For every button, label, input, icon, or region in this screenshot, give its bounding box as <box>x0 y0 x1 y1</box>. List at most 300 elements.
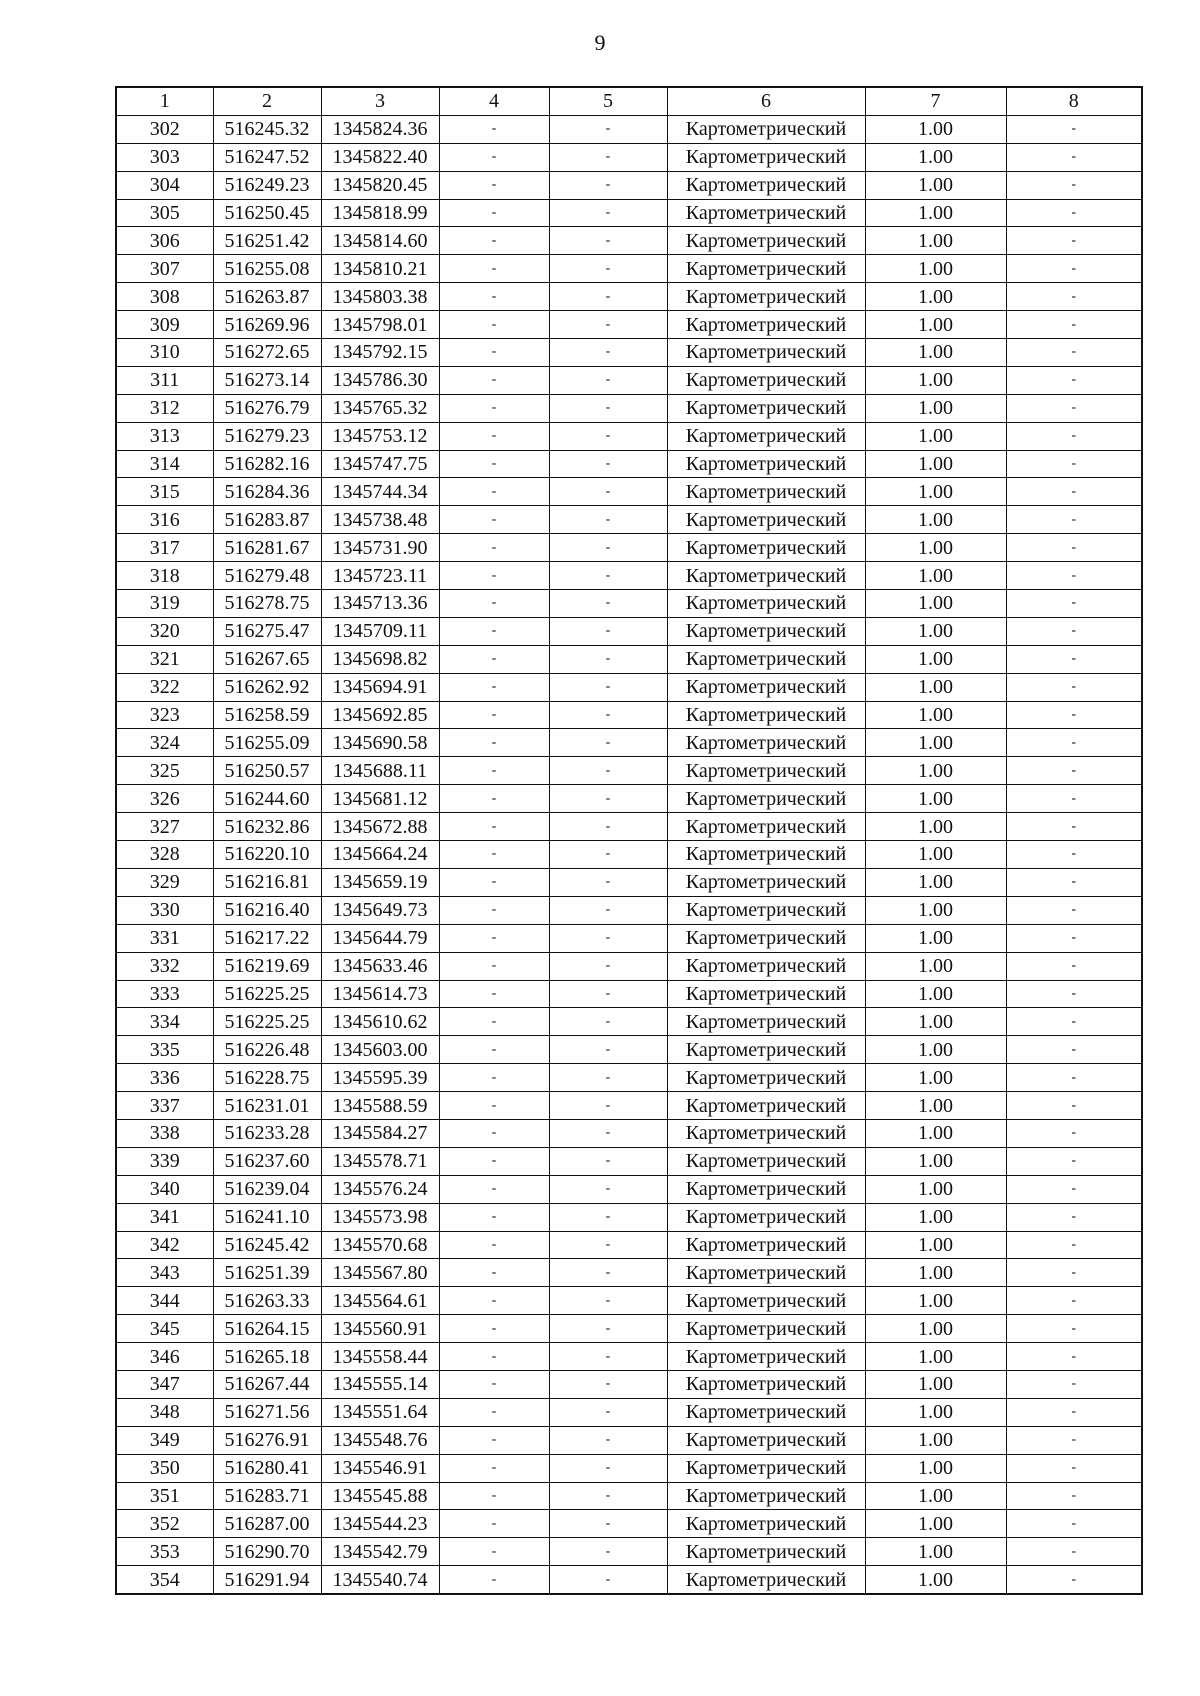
y-coordinate-cell: 1345570.68 <box>321 1231 439 1259</box>
y-coordinate-cell: 1345649.73 <box>321 896 439 924</box>
accuracy-cell: 1.00 <box>865 1566 1006 1594</box>
point-number-cell: 308 <box>116 283 213 311</box>
column-4-cell: - <box>439 701 549 729</box>
x-coordinate-cell: 516283.71 <box>213 1482 321 1510</box>
table-row <box>116 1343 1142 1371</box>
method-cell: Картометрический <box>667 1175 865 1203</box>
table-row <box>116 980 1142 1008</box>
y-coordinate-cell: 1345786.30 <box>321 366 439 394</box>
y-coordinate-cell: 1345614.73 <box>321 980 439 1008</box>
table-row <box>116 339 1142 367</box>
x-coordinate-cell: 516271.56 <box>213 1398 321 1426</box>
y-coordinate-cell: 1345765.32 <box>321 394 439 422</box>
method-cell: Картометрический <box>667 673 865 701</box>
method-cell: Картометрический <box>667 980 865 1008</box>
column-4-cell: - <box>439 227 549 255</box>
column-4-cell: - <box>439 394 549 422</box>
column-4-cell: - <box>439 980 549 1008</box>
column-8-cell: - <box>1006 1566 1142 1594</box>
method-cell: Картометрический <box>667 813 865 841</box>
y-coordinate-cell: 1345544.23 <box>321 1510 439 1538</box>
table-row <box>116 701 1142 729</box>
column-8-cell: - <box>1006 534 1142 562</box>
coordinates-table <box>115 86 1143 1595</box>
point-number-cell: 327 <box>116 813 213 841</box>
method-cell: Картометрический <box>667 1287 865 1315</box>
column-8-cell: - <box>1006 199 1142 227</box>
column-5-cell: - <box>549 450 667 478</box>
accuracy-cell: 1.00 <box>865 1482 1006 1510</box>
accuracy-cell: 1.00 <box>865 1008 1006 1036</box>
column-4-cell: - <box>439 868 549 896</box>
accuracy-cell: 1.00 <box>865 1092 1006 1120</box>
accuracy-cell: 1.00 <box>865 813 1006 841</box>
column-8-cell: - <box>1006 896 1142 924</box>
accuracy-cell: 1.00 <box>865 1343 1006 1371</box>
column-4-cell: - <box>439 1259 549 1287</box>
column-5-cell: - <box>549 729 667 757</box>
y-coordinate-cell: 1345633.46 <box>321 952 439 980</box>
point-number-cell: 335 <box>116 1036 213 1064</box>
column-8-cell: - <box>1006 1175 1142 1203</box>
x-coordinate-cell: 516217.22 <box>213 924 321 952</box>
table-row <box>116 562 1142 590</box>
column-8-cell: - <box>1006 590 1142 618</box>
x-coordinate-cell: 516250.57 <box>213 757 321 785</box>
column-4-cell: - <box>439 1370 549 1398</box>
column-5-cell: - <box>549 924 667 952</box>
table-row <box>116 645 1142 673</box>
column-5-cell: - <box>549 757 667 785</box>
x-coordinate-cell: 516249.23 <box>213 171 321 199</box>
y-coordinate-cell: 1345578.71 <box>321 1147 439 1175</box>
x-coordinate-cell: 516237.60 <box>213 1147 321 1175</box>
point-number-cell: 324 <box>116 729 213 757</box>
accuracy-cell: 1.00 <box>865 729 1006 757</box>
accuracy-cell: 1.00 <box>865 645 1006 673</box>
x-coordinate-cell: 516228.75 <box>213 1064 321 1092</box>
point-number-cell: 339 <box>116 1147 213 1175</box>
column-5-cell: - <box>549 645 667 673</box>
y-coordinate-cell: 1345738.48 <box>321 506 439 534</box>
column-5-cell: - <box>549 255 667 283</box>
table-row <box>116 394 1142 422</box>
column-8-cell: - <box>1006 143 1142 171</box>
table-row <box>116 1398 1142 1426</box>
column-4-cell: - <box>439 729 549 757</box>
point-number-cell: 315 <box>116 478 213 506</box>
point-number-cell: 313 <box>116 422 213 450</box>
y-coordinate-cell: 1345803.38 <box>321 283 439 311</box>
method-cell: Картометрический <box>667 1008 865 1036</box>
point-number-cell: 353 <box>116 1538 213 1566</box>
column-4-cell: - <box>439 450 549 478</box>
column-5-cell: - <box>549 1231 667 1259</box>
column-8-cell: - <box>1006 1398 1142 1426</box>
column-8-cell: - <box>1006 868 1142 896</box>
table-row <box>116 757 1142 785</box>
table-row <box>116 896 1142 924</box>
x-coordinate-cell: 516281.67 <box>213 534 321 562</box>
x-coordinate-cell: 516280.41 <box>213 1454 321 1482</box>
y-coordinate-cell: 1345576.24 <box>321 1175 439 1203</box>
table-row <box>116 366 1142 394</box>
header-row <box>116 87 1142 115</box>
column-4-cell: - <box>439 645 549 673</box>
y-coordinate-cell: 1345542.79 <box>321 1538 439 1566</box>
table-row <box>116 1538 1142 1566</box>
column-8-cell: - <box>1006 339 1142 367</box>
accuracy-cell: 1.00 <box>865 1175 1006 1203</box>
accuracy-cell: 1.00 <box>865 980 1006 1008</box>
y-coordinate-cell: 1345824.36 <box>321 115 439 143</box>
y-coordinate-cell: 1345810.21 <box>321 255 439 283</box>
y-coordinate-cell: 1345603.00 <box>321 1036 439 1064</box>
column-5-cell: - <box>549 952 667 980</box>
method-cell: Картометрический <box>667 1510 865 1538</box>
accuracy-cell: 1.00 <box>865 1315 1006 1343</box>
column-4-cell: - <box>439 1454 549 1482</box>
method-cell: Картометрический <box>667 478 865 506</box>
method-cell: Картометрический <box>667 1064 865 1092</box>
table-row <box>116 1454 1142 1482</box>
method-cell: Картометрический <box>667 617 865 645</box>
method-cell: Картометрический <box>667 1259 865 1287</box>
table-row <box>116 868 1142 896</box>
method-cell: Картометрический <box>667 227 865 255</box>
table-row <box>116 1510 1142 1538</box>
table-row <box>116 199 1142 227</box>
y-coordinate-cell: 1345692.85 <box>321 701 439 729</box>
y-coordinate-cell: 1345584.27 <box>321 1119 439 1147</box>
method-cell: Картометрический <box>667 450 865 478</box>
column-8-cell: - <box>1006 729 1142 757</box>
point-number-cell: 325 <box>116 757 213 785</box>
x-coordinate-cell: 516275.47 <box>213 617 321 645</box>
method-cell: Картометрический <box>667 422 865 450</box>
method-cell: Картометрический <box>667 339 865 367</box>
y-coordinate-cell: 1345644.79 <box>321 924 439 952</box>
y-coordinate-cell: 1345753.12 <box>321 422 439 450</box>
y-coordinate-cell: 1345820.45 <box>321 171 439 199</box>
column-8-cell: - <box>1006 1538 1142 1566</box>
method-cell: Картометрический <box>667 394 865 422</box>
column-5-cell: - <box>549 311 667 339</box>
point-number-cell: 319 <box>116 590 213 618</box>
method-cell: Картометрический <box>667 868 865 896</box>
accuracy-cell: 1.00 <box>865 283 1006 311</box>
y-coordinate-cell: 1345555.14 <box>321 1370 439 1398</box>
accuracy-cell: 1.00 <box>865 1147 1006 1175</box>
point-number-cell: 320 <box>116 617 213 645</box>
column-5-cell: - <box>549 1008 667 1036</box>
point-number-cell: 351 <box>116 1482 213 1510</box>
method-cell: Картометрический <box>667 1036 865 1064</box>
column-5-cell: - <box>549 1426 667 1454</box>
column-5-cell: - <box>549 701 667 729</box>
method-cell: Картометрический <box>667 1538 865 1566</box>
table-row <box>116 311 1142 339</box>
method-cell: Картометрический <box>667 701 865 729</box>
column-4-cell: - <box>439 590 549 618</box>
column-5-cell: - <box>549 590 667 618</box>
point-number-cell: 304 <box>116 171 213 199</box>
accuracy-cell: 1.00 <box>865 1510 1006 1538</box>
y-coordinate-cell: 1345822.40 <box>321 143 439 171</box>
point-number-cell: 303 <box>116 143 213 171</box>
x-coordinate-cell: 516278.75 <box>213 590 321 618</box>
column-5-cell: - <box>549 283 667 311</box>
accuracy-cell: 1.00 <box>865 1064 1006 1092</box>
table-row <box>116 1092 1142 1120</box>
x-coordinate-cell: 516269.96 <box>213 311 321 339</box>
method-cell: Картометрический <box>667 896 865 924</box>
table-row <box>116 785 1142 813</box>
method-cell: Картометрический <box>667 311 865 339</box>
column-header: 8 <box>1006 87 1142 115</box>
method-cell: Картометрический <box>667 115 865 143</box>
accuracy-cell: 1.00 <box>865 924 1006 952</box>
point-number-cell: 306 <box>116 227 213 255</box>
table-row <box>116 143 1142 171</box>
column-4-cell: - <box>439 534 549 562</box>
point-number-cell: 341 <box>116 1203 213 1231</box>
accuracy-cell: 1.00 <box>865 311 1006 339</box>
table-row <box>116 952 1142 980</box>
x-coordinate-cell: 516267.44 <box>213 1370 321 1398</box>
column-8-cell: - <box>1006 1482 1142 1510</box>
point-number-cell: 312 <box>116 394 213 422</box>
column-8-cell: - <box>1006 562 1142 590</box>
column-8-cell: - <box>1006 1343 1142 1371</box>
table-row <box>116 813 1142 841</box>
column-4-cell: - <box>439 199 549 227</box>
accuracy-cell: 1.00 <box>865 450 1006 478</box>
accuracy-cell: 1.00 <box>865 506 1006 534</box>
x-coordinate-cell: 516290.70 <box>213 1538 321 1566</box>
column-5-cell: - <box>549 1566 667 1594</box>
point-number-cell: 326 <box>116 785 213 813</box>
column-8-cell: - <box>1006 1315 1142 1343</box>
column-5-cell: - <box>549 422 667 450</box>
column-8-cell: - <box>1006 1454 1142 1482</box>
accuracy-cell: 1.00 <box>865 841 1006 869</box>
point-number-cell: 348 <box>116 1398 213 1426</box>
x-coordinate-cell: 516279.23 <box>213 422 321 450</box>
column-5-cell: - <box>549 366 667 394</box>
y-coordinate-cell: 1345545.88 <box>321 1482 439 1510</box>
method-cell: Картометрический <box>667 1426 865 1454</box>
column-4-cell: - <box>439 1036 549 1064</box>
column-5-cell: - <box>549 478 667 506</box>
page-number: 9 <box>594 30 606 55</box>
column-4-cell: - <box>439 952 549 980</box>
accuracy-cell: 1.00 <box>865 1287 1006 1315</box>
column-8-cell: - <box>1006 366 1142 394</box>
table-header <box>116 87 1142 115</box>
y-coordinate-cell: 1345698.82 <box>321 645 439 673</box>
y-coordinate-cell: 1345814.60 <box>321 227 439 255</box>
column-4-cell: - <box>439 1315 549 1343</box>
accuracy-cell: 1.00 <box>865 394 1006 422</box>
column-4-cell: - <box>439 1231 549 1259</box>
column-4-cell: - <box>439 1203 549 1231</box>
method-cell: Картометрический <box>667 729 865 757</box>
table-row <box>116 1370 1142 1398</box>
column-header: 3 <box>321 87 439 115</box>
x-coordinate-cell: 516283.87 <box>213 506 321 534</box>
column-8-cell: - <box>1006 394 1142 422</box>
column-8-cell: - <box>1006 171 1142 199</box>
column-4-cell: - <box>439 506 549 534</box>
accuracy-cell: 1.00 <box>865 896 1006 924</box>
table-body <box>116 115 1142 1594</box>
method-cell: Картометрический <box>667 534 865 562</box>
point-number-cell: 332 <box>116 952 213 980</box>
table-row <box>116 841 1142 869</box>
column-5-cell: - <box>549 1315 667 1343</box>
y-coordinate-cell: 1345573.98 <box>321 1203 439 1231</box>
table-row <box>116 1008 1142 1036</box>
column-5-cell: - <box>549 1064 667 1092</box>
column-5-cell: - <box>549 1092 667 1120</box>
point-number-cell: 349 <box>116 1426 213 1454</box>
accuracy-cell: 1.00 <box>865 1538 1006 1566</box>
table-row <box>116 1064 1142 1092</box>
x-coordinate-cell: 516251.42 <box>213 227 321 255</box>
column-8-cell: - <box>1006 422 1142 450</box>
accuracy-cell: 1.00 <box>865 422 1006 450</box>
column-5-cell: - <box>549 980 667 1008</box>
y-coordinate-cell: 1345744.34 <box>321 478 439 506</box>
column-header: 6 <box>667 87 865 115</box>
x-coordinate-cell: 516276.91 <box>213 1426 321 1454</box>
column-8-cell: - <box>1006 952 1142 980</box>
column-5-cell: - <box>549 1147 667 1175</box>
column-8-cell: - <box>1006 255 1142 283</box>
point-number-cell: 328 <box>116 841 213 869</box>
column-4-cell: - <box>439 1566 549 1594</box>
method-cell: Картометрический <box>667 1370 865 1398</box>
x-coordinate-cell: 516255.09 <box>213 729 321 757</box>
x-coordinate-cell: 516272.65 <box>213 339 321 367</box>
method-cell: Картометрический <box>667 841 865 869</box>
accuracy-cell: 1.00 <box>865 952 1006 980</box>
column-header: 5 <box>549 87 667 115</box>
x-coordinate-cell: 516263.33 <box>213 1287 321 1315</box>
column-8-cell: - <box>1006 701 1142 729</box>
column-5-cell: - <box>549 1538 667 1566</box>
accuracy-cell: 1.00 <box>865 673 1006 701</box>
accuracy-cell: 1.00 <box>865 701 1006 729</box>
method-cell: Картометрический <box>667 1147 865 1175</box>
column-5-cell: - <box>549 562 667 590</box>
column-8-cell: - <box>1006 1092 1142 1120</box>
method-cell: Картометрический <box>667 590 865 618</box>
method-cell: Картометрический <box>667 924 865 952</box>
point-number-cell: 343 <box>116 1259 213 1287</box>
accuracy-cell: 1.00 <box>865 785 1006 813</box>
column-5-cell: - <box>549 813 667 841</box>
column-8-cell: - <box>1006 757 1142 785</box>
accuracy-cell: 1.00 <box>865 478 1006 506</box>
x-coordinate-cell: 516226.48 <box>213 1036 321 1064</box>
column-5-cell: - <box>549 115 667 143</box>
x-coordinate-cell: 516220.10 <box>213 841 321 869</box>
method-cell: Картометрический <box>667 506 865 534</box>
column-4-cell: - <box>439 311 549 339</box>
x-coordinate-cell: 516284.36 <box>213 478 321 506</box>
y-coordinate-cell: 1345588.59 <box>321 1092 439 1120</box>
x-coordinate-cell: 516239.04 <box>213 1175 321 1203</box>
x-coordinate-cell: 516251.39 <box>213 1259 321 1287</box>
column-8-cell: - <box>1006 450 1142 478</box>
point-number-cell: 305 <box>116 199 213 227</box>
point-number-cell: 337 <box>116 1092 213 1120</box>
column-4-cell: - <box>439 171 549 199</box>
column-4-cell: - <box>439 1064 549 1092</box>
table-row <box>116 1315 1142 1343</box>
table-row <box>116 1175 1142 1203</box>
y-coordinate-cell: 1345747.75 <box>321 450 439 478</box>
x-coordinate-cell: 516276.79 <box>213 394 321 422</box>
table-row <box>116 1231 1142 1259</box>
column-8-cell: - <box>1006 924 1142 952</box>
x-coordinate-cell: 516245.32 <box>213 115 321 143</box>
accuracy-cell: 1.00 <box>865 1426 1006 1454</box>
accuracy-cell: 1.00 <box>865 1036 1006 1064</box>
y-coordinate-cell: 1345798.01 <box>321 311 439 339</box>
column-8-cell: - <box>1006 227 1142 255</box>
column-4-cell: - <box>439 673 549 701</box>
y-coordinate-cell: 1345681.12 <box>321 785 439 813</box>
x-coordinate-cell: 516247.52 <box>213 143 321 171</box>
column-5-cell: - <box>549 1175 667 1203</box>
column-4-cell: - <box>439 366 549 394</box>
accuracy-cell: 1.00 <box>865 757 1006 785</box>
column-5-cell: - <box>549 617 667 645</box>
method-cell: Картометрический <box>667 1454 865 1482</box>
point-number-cell: 340 <box>116 1175 213 1203</box>
x-coordinate-cell: 516244.60 <box>213 785 321 813</box>
column-8-cell: - <box>1006 1370 1142 1398</box>
table-row <box>116 673 1142 701</box>
column-5-cell: - <box>549 841 667 869</box>
method-cell: Картометрический <box>667 1092 865 1120</box>
column-4-cell: - <box>439 1008 549 1036</box>
column-8-cell: - <box>1006 1064 1142 1092</box>
x-coordinate-cell: 516216.40 <box>213 896 321 924</box>
method-cell: Картометрический <box>667 1482 865 1510</box>
column-4-cell: - <box>439 115 549 143</box>
column-5-cell: - <box>549 394 667 422</box>
column-4-cell: - <box>439 1398 549 1426</box>
column-8-cell: - <box>1006 478 1142 506</box>
table-row <box>116 924 1142 952</box>
accuracy-cell: 1.00 <box>865 1454 1006 1482</box>
y-coordinate-cell: 1345546.91 <box>321 1454 439 1482</box>
column-4-cell: - <box>439 339 549 367</box>
column-4-cell: - <box>439 617 549 645</box>
method-cell: Картометрический <box>667 1203 865 1231</box>
column-8-cell: - <box>1006 1231 1142 1259</box>
column-5-cell: - <box>549 1343 667 1371</box>
point-number-cell: 350 <box>116 1454 213 1482</box>
column-8-cell: - <box>1006 813 1142 841</box>
column-8-cell: - <box>1006 1259 1142 1287</box>
column-4-cell: - <box>439 422 549 450</box>
x-coordinate-cell: 516245.42 <box>213 1231 321 1259</box>
